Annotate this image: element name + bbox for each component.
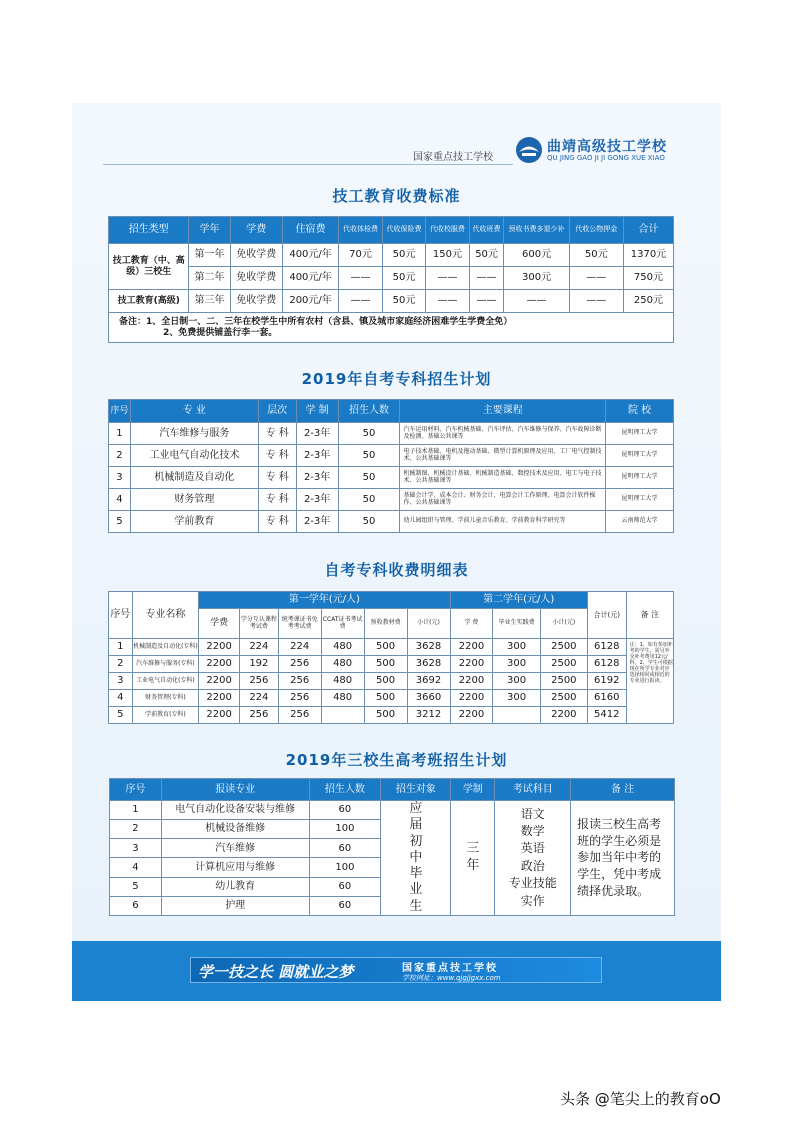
detail-cell: 500 (364, 673, 407, 690)
detail-cell: 3660 (407, 690, 450, 707)
subject-item: 政治 (520, 858, 545, 873)
detail-cell: 192 (240, 656, 279, 673)
fee-cell: 50元 (469, 244, 504, 267)
plan-header-cell: 序号 (109, 400, 131, 423)
detail-cell: 300 (493, 639, 540, 656)
plan-header-cell: 院 校 (606, 400, 674, 423)
plan-cell: 50 (338, 423, 400, 445)
detail-cell: 6160 (587, 690, 626, 707)
school-name: 曲靖高级技工学校 (547, 139, 667, 155)
detail-cell: 机械制造及自动化(专科) (132, 639, 199, 656)
plan-cell: 电子技术基础、电机及拖动基础、微型计算机原理及应用、工厂电气控制技术、公共基础课等 (400, 445, 606, 467)
flyer-page (72, 103, 721, 1001)
detail-cell: 2200 (199, 690, 240, 707)
fee-note-line-2: 2、免费提供铺盖行李一套。 (163, 327, 278, 338)
detail-cell: 2200 (450, 707, 493, 724)
detail-cell: 2200 (450, 673, 493, 690)
detail-cell: 480 (321, 690, 364, 707)
plan-cell: 专 科 (258, 489, 296, 511)
fee-cell: —— (339, 290, 382, 313)
detail-cell: 3 (109, 673, 133, 690)
detail-cell: 2500 (540, 673, 587, 690)
fee-cell: 50元 (569, 244, 623, 267)
detail-cell: 256 (240, 707, 279, 724)
plan-cell: 2 (109, 445, 131, 467)
footer-website: 学校网址：www.qjgjjgxx.com (402, 974, 501, 982)
detail-cell: 6128 (587, 656, 626, 673)
plan-cell: 学前教育 (130, 511, 258, 533)
detail-header-cell: 第二学年(元/人) (450, 592, 587, 609)
fee-header-cell: 代收体检费 (339, 217, 382, 244)
fee-table (108, 216, 674, 343)
fee-cell: 750元 (623, 267, 673, 290)
gaokao-cell: 机械设备维修 (161, 820, 309, 839)
plan-row (109, 467, 674, 489)
fee-cell: 1370元 (623, 244, 673, 267)
detail-cell: 5412 (587, 707, 626, 724)
gaokao-remark: 报读三校生高考班的学生必须是参加当年中考的学生，凭中考成绩择优录取。 (571, 801, 675, 916)
fee-header-cell: 学年 (189, 217, 230, 244)
detail-cell: 5 (109, 707, 133, 724)
detail-header-cell: 第一学年(元/人) (199, 592, 450, 609)
detail-subheader-cell: 学 费 (450, 609, 493, 639)
school-pinyin: QU JING GAO JI JI GONG XUE XIAO (547, 154, 665, 162)
detail-cell: 2200 (199, 656, 240, 673)
plan-table-title: 2019年自考专科招生计划 (301, 370, 492, 388)
fee-row (109, 290, 674, 313)
detail-row (109, 639, 674, 656)
footer-slogan: 学一技之长 圆就业之梦 (198, 963, 354, 981)
gaokao-header-cell: 招生对象 (381, 779, 451, 801)
detail-cell: 256 (278, 690, 321, 707)
fee-header-cell: 代收公物押金 (569, 217, 623, 244)
detail-cell: 224 (278, 639, 321, 656)
plan-cell: 50 (338, 467, 400, 489)
subject-item: 数学 (520, 824, 545, 839)
plan-cell: 基础会计学、成本会计、财务会计、电算会计工作原理、电算会计软件操作、公共基础课等 (400, 489, 606, 511)
detail-cell: 300 (493, 656, 540, 673)
plan-row (109, 423, 674, 445)
fee-cell: 免收学费 (230, 290, 282, 313)
plan-cell: 专 科 (258, 467, 296, 489)
detail-cell (493, 707, 540, 724)
plan-cell: 1 (109, 423, 131, 445)
gaokao-cell: 60 (309, 839, 381, 858)
detail-cell: 3628 (407, 639, 450, 656)
plan-cell: 昆明理工大学 (606, 423, 674, 445)
plan-cell: 专 科 (258, 423, 296, 445)
fee-cell: —— (339, 267, 382, 290)
plan-cell: 2-3年 (296, 467, 338, 489)
detail-cell: 1 (109, 639, 133, 656)
fee-row (109, 244, 674, 267)
school-logo-icon (514, 135, 544, 165)
plan-header-cell: 主要课程 (400, 400, 606, 423)
fee-row (109, 267, 674, 290)
detail-cell: 2200 (540, 707, 587, 724)
detail-table-title: 自考专科收费明细表 (324, 561, 469, 579)
gaokao-cell: 汽车维修 (161, 839, 309, 858)
detail-header-cell: 备 注 (626, 592, 673, 639)
plan-cell: 2-3年 (296, 511, 338, 533)
detail-cell: 2500 (540, 656, 587, 673)
fee-type-cell: 技工教育（中、高级）三校生 (109, 244, 189, 290)
gaokao-cell: 护理 (161, 896, 309, 915)
plan-cell: 50 (338, 445, 400, 467)
plan-cell: 3 (109, 467, 131, 489)
gaokao-cell: 100 (309, 820, 381, 839)
detail-cell: 224 (240, 639, 279, 656)
subject-item: 实作 (520, 893, 545, 908)
fee-header-cell: 代收校服费 (426, 217, 469, 244)
plan-cell: 昆明理工大学 (606, 467, 674, 489)
subject-item: 语文 (520, 806, 545, 821)
gaokao-cell: 100 (309, 858, 381, 877)
detail-cell: 2500 (540, 690, 587, 707)
detail-note: 注：1、如有参加补考的学生，需另外交补考费用12元/科，2、学生可根据现在所学专业对应选择相同或相近的专业进行报读。 (626, 639, 673, 724)
detail-cell: 256 (240, 673, 279, 690)
detail-subheader-cell: 学费 (199, 609, 240, 639)
detail-cell: 6128 (587, 639, 626, 656)
fee-cell: 600元 (504, 244, 569, 267)
plan-cell: 50 (338, 511, 400, 533)
fee-cell: 400元/年 (282, 267, 339, 290)
fee-header-cell: 代收保险费 (382, 217, 425, 244)
gaokao-header-cell: 考试科目 (495, 779, 571, 801)
gaokao-duration: 三年 (451, 801, 495, 916)
detail-cell: 3212 (407, 707, 450, 724)
fee-cell: —— (469, 290, 504, 313)
detail-cell: 2 (109, 656, 133, 673)
gaokao-cell: 电气自动化设备安装与维修 (161, 801, 309, 820)
fee-cell: 50元 (382, 267, 425, 290)
fee-cell: —— (569, 290, 623, 313)
detail-cell: 2200 (199, 639, 240, 656)
fee-header-cell: 预收书费多退少补 (504, 217, 569, 244)
fee-cell: 第三年 (189, 290, 230, 313)
fee-cell: 250元 (623, 290, 673, 313)
gaokao-cell: 4 (110, 858, 162, 877)
subject-item: 专业技能 (508, 876, 557, 891)
fee-header-cell: 代收班费 (469, 217, 504, 244)
detail-cell: 财务管理(专科) (132, 690, 199, 707)
gaokao-subjects (495, 801, 571, 916)
gaokao-cell: 6 (110, 896, 162, 915)
gaokao-cell: 幼儿教育 (161, 877, 309, 896)
gaokao-cell: 3 (110, 839, 162, 858)
gaokao-header-cell: 学制 (451, 779, 495, 801)
plan-cell: 云南师范大学 (606, 511, 674, 533)
fee-cell: 70元 (339, 244, 382, 267)
plan-cell: 机械制图、机械设计基础、机械制造基础、数控技术及应用、电工与电子技术、公共基础课等 (400, 467, 606, 489)
fee-cell: 第二年 (189, 267, 230, 290)
plan-cell: 财务管理 (130, 489, 258, 511)
plan-header-cell: 学 制 (296, 400, 338, 423)
detail-cell: 2200 (450, 656, 493, 673)
detail-cell: 2200 (199, 707, 240, 724)
plan-cell: 汽车维修与服务 (130, 423, 258, 445)
detail-cell: 256 (278, 707, 321, 724)
gaokao-cell: 60 (309, 801, 381, 820)
gaokao-header-cell: 序号 (110, 779, 162, 801)
fee-cell: —— (426, 267, 469, 290)
plan-header-cell: 招生人数 (338, 400, 400, 423)
detail-cell: 500 (364, 690, 407, 707)
plan-cell: 昆明理工大学 (606, 445, 674, 467)
detail-cell: 300 (493, 673, 540, 690)
fee-cell: 300元 (504, 267, 569, 290)
detail-cell: 256 (278, 656, 321, 673)
fee-header-cell: 招生类型 (109, 217, 189, 244)
plan-cell: 专 科 (258, 445, 296, 467)
page-footer (72, 941, 721, 1001)
detail-row (109, 656, 674, 673)
fee-note (109, 313, 674, 343)
plan-cell: 幼儿园组织与管理、学前儿童音乐教育、学前教育科学研究等 (400, 511, 606, 533)
detail-cell: 500 (364, 656, 407, 673)
fee-cell: 400元/年 (282, 244, 339, 267)
plan-header-cell: 专 业 (130, 400, 258, 423)
detail-cell: 工业电气自动化(专科) (132, 673, 199, 690)
detail-header-cell: 合计(元) (587, 592, 626, 639)
subject-item: 英语 (520, 841, 545, 856)
detail-cell: 256 (278, 673, 321, 690)
header-tagline: 国家重点技工学校 (413, 152, 493, 163)
plan-cell: 2-3年 (296, 423, 338, 445)
fee-cell: 免收学费 (230, 244, 282, 267)
detail-header-cell: 专业名称 (132, 592, 199, 639)
detail-subheader-cell: 毕业生实践费 (493, 609, 540, 639)
plan-header-cell: 层次 (258, 400, 296, 423)
fee-cell: 第一年 (189, 244, 230, 267)
fee-header-cell: 合计 (623, 217, 673, 244)
plan-row (109, 445, 674, 467)
plan-cell: 汽车运用材料、汽车机械基础、汽车评估、汽车维修与保养、汽车故障诊断及检测、基础公共课等 (400, 423, 606, 445)
gaokao-cell: 2 (110, 820, 162, 839)
detail-cell: 6192 (587, 673, 626, 690)
detail-cell: 2200 (450, 690, 493, 707)
plan-cell: 2-3年 (296, 445, 338, 467)
footer-school: 国家重点技工学校 (402, 963, 498, 974)
gaokao-header-cell: 报读专业 (161, 779, 309, 801)
fee-cell: —— (504, 290, 569, 313)
detail-subheader-cell: 统考课证书免考考试费 (278, 609, 321, 639)
source-watermark: 头条 @笔尖上的教育oO (560, 1090, 721, 1108)
detail-subheader-cell: 学分互认课程考试费 (240, 609, 279, 639)
detail-row (109, 707, 674, 724)
plan-row (109, 489, 674, 511)
detail-subheader-cell: 预收教材费 (364, 609, 407, 639)
detail-cell (321, 707, 364, 724)
gaokao-row (110, 801, 675, 820)
detail-cell: 4 (109, 690, 133, 707)
gaokao-cell: 1 (110, 801, 162, 820)
detail-cell: 300 (493, 690, 540, 707)
detail-cell: 500 (364, 707, 407, 724)
gaokao-cell: 60 (309, 877, 381, 896)
fee-cell: —— (569, 267, 623, 290)
detail-table (108, 591, 674, 724)
detail-cell: 汽车维修与服务(专科) (132, 656, 199, 673)
fee-cell: 50元 (382, 290, 425, 313)
fee-header-cell: 学费 (230, 217, 282, 244)
plan-row (109, 511, 674, 533)
detail-cell: 480 (321, 673, 364, 690)
detail-cell: 224 (240, 690, 279, 707)
gaokao-table (109, 778, 675, 916)
plan-cell: 5 (109, 511, 131, 533)
fee-cell: —— (469, 267, 504, 290)
plan-cell: 4 (109, 489, 131, 511)
gaokao-target: 应届初中毕业生 (381, 801, 451, 916)
detail-subheader-cell: CCAT证书考试费 (321, 609, 364, 639)
header-divider (103, 164, 513, 165)
plan-cell: 50 (338, 489, 400, 511)
detail-cell: 480 (321, 656, 364, 673)
detail-cell: 480 (321, 639, 364, 656)
detail-cell: 3692 (407, 673, 450, 690)
detail-cell: 学前教育(专科) (132, 707, 199, 724)
detail-subheader-cell: 小计(元) (407, 609, 450, 639)
detail-cell: 2500 (540, 639, 587, 656)
plan-cell: 机械制造及自动化 (130, 467, 258, 489)
detail-cell: 3628 (407, 656, 450, 673)
gaokao-cell: 计算机应用与维修 (161, 858, 309, 877)
gaokao-header-cell: 招生人数 (309, 779, 381, 801)
fee-header-cell: 住宿费 (282, 217, 339, 244)
detail-cell: 2200 (199, 673, 240, 690)
fee-note-line-1: 备注：1、全日制一、二、三年在校学生中所有农村（含县、镇及城市家庭经济困难学生学费全免） (119, 317, 513, 328)
gaokao-header-cell: 备 注 (571, 779, 675, 801)
plan-cell: 昆明理工大学 (606, 489, 674, 511)
detail-row (109, 690, 674, 707)
detail-cell: 2200 (450, 639, 493, 656)
gaokao-cell: 60 (309, 896, 381, 915)
gaokao-cell: 5 (110, 877, 162, 896)
plan-cell: 专 科 (258, 511, 296, 533)
detail-row (109, 673, 674, 690)
fee-type-cell: 技工教育(高级) (109, 290, 189, 313)
plan-cell: 工业电气自动化技术 (130, 445, 258, 467)
fee-note-row (109, 313, 674, 343)
fee-cell: 免收学费 (230, 267, 282, 290)
fee-cell: 200元/年 (282, 290, 339, 313)
fee-table-title: 技工教育收费标准 (332, 187, 461, 205)
detail-subheader-cell: 小计(元) (540, 609, 587, 639)
page-header (72, 103, 721, 171)
fee-cell: 150元 (426, 244, 469, 267)
fee-cell: 50元 (382, 244, 425, 267)
gaokao-table-title: 2019年三校生高考班招生计划 (285, 751, 508, 769)
detail-header-cell: 序号 (109, 592, 133, 639)
plan-cell: 2-3年 (296, 489, 338, 511)
fee-cell: —— (426, 290, 469, 313)
detail-cell: 500 (364, 639, 407, 656)
plan-table (108, 399, 674, 533)
